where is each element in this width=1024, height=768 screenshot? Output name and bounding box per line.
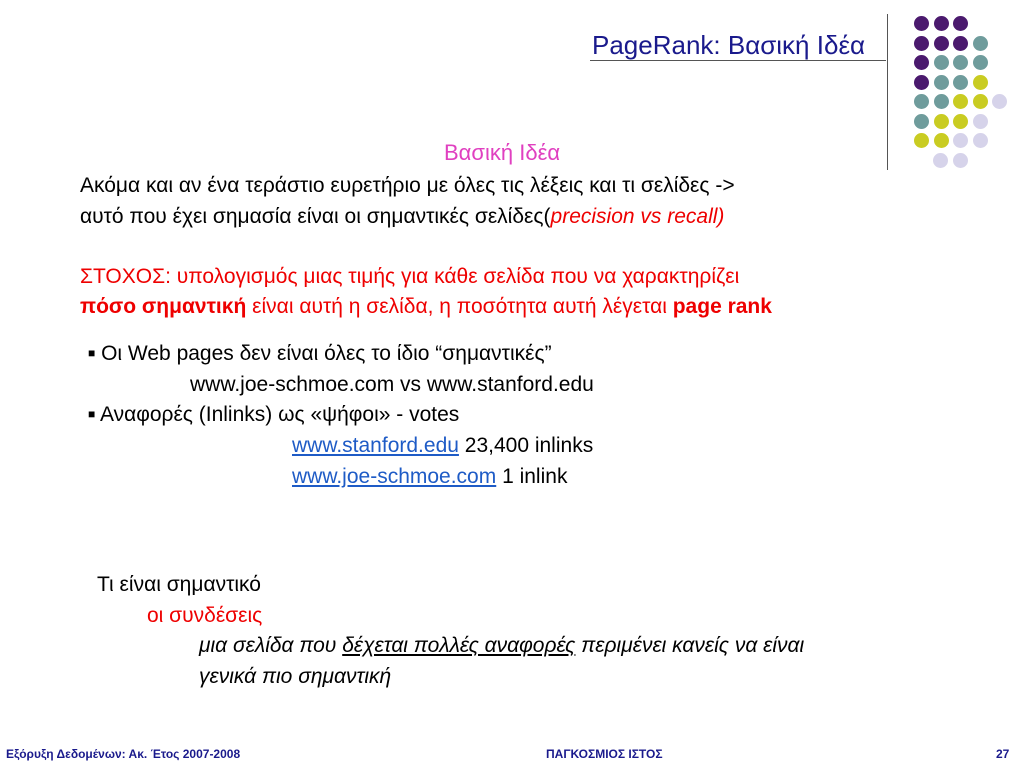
decor-dot (973, 75, 988, 90)
inlink-count: 1 inlink (496, 465, 568, 488)
bullet-square-icon: ■ (88, 407, 96, 421)
inlinks-row-2 (292, 465, 567, 489)
goal-line-2 (80, 295, 772, 319)
decor-dot (914, 94, 929, 109)
divider-line (887, 14, 888, 170)
question-line: Τι είναι σημαντικό (97, 573, 261, 596)
slide-title: PageRank: Βασική Ιδέα (592, 30, 866, 60)
decor-dot (953, 55, 968, 70)
decor-dot (953, 16, 968, 31)
goal-emphasis-2: page rank (672, 295, 772, 318)
decor-dot (992, 94, 1007, 109)
goal-emphasis-1: πόσο σημαντική (80, 295, 247, 318)
explanation-text: μια σελίδα που (199, 634, 343, 657)
decor-dot (953, 36, 968, 51)
decor-dot (973, 114, 988, 129)
footer-center: ΠΑΓΚΟΣΜΙΟΣ ΙΣΤΟΣ (546, 747, 663, 761)
decor-dot (934, 94, 949, 109)
decor-dot (953, 75, 968, 90)
decor-dot (914, 36, 929, 51)
stanford-link[interactable]: www.stanford.edu (292, 434, 459, 457)
decor-dot (953, 114, 968, 129)
bullet-text: Αναφορές (Inlinks) ως «ψήφοι» - votes (99, 403, 460, 426)
decor-dot (973, 55, 988, 70)
joe-schmoe-link[interactable]: www.joe-schmoe.com (292, 465, 497, 488)
bullet-item-1 (88, 342, 552, 366)
goal-text: είναι αυτή η σελίδα, η ποσότητα αυτή λέγεται (246, 295, 673, 318)
bullet-square-icon: ■ (88, 346, 96, 360)
decor-dot (973, 36, 988, 51)
explanation-line-1 (199, 634, 804, 658)
section-heading: Βασική Ιδέα (444, 140, 561, 165)
inlinks-row-1 (292, 434, 593, 458)
decor-dot (914, 114, 929, 129)
precision-recall-text: precision vs recall) (550, 205, 725, 228)
decor-dot (953, 133, 968, 148)
decor-dot (973, 94, 988, 109)
decor-dot (914, 75, 929, 90)
links-line: οι συνδέσεις (147, 604, 263, 627)
decor-dot (934, 16, 949, 31)
decor-dot (934, 114, 949, 129)
bullet-item-2 (88, 403, 459, 427)
decor-dot (934, 55, 949, 70)
paragraph-line-2 (80, 205, 724, 229)
title-underline (590, 60, 886, 61)
decor-dot (914, 55, 929, 70)
explanation-text: περιμένει κανείς να είναι (575, 634, 805, 657)
bullet-1-subline: www.joe-schmoe.com vs www.stanford.edu (190, 373, 594, 396)
explanation-line-2: γενικά πιο σημαντική (199, 665, 392, 688)
page-number: 27 (996, 747, 1010, 761)
paragraph-text: αυτό που έχει σημασία είναι οι σημαντικές σελίδες( (80, 205, 551, 228)
decor-dot (973, 133, 988, 148)
decor-dot (953, 153, 968, 168)
decor-dot (933, 153, 948, 168)
footer-left: Εξόρυξη Δεδομένων: Ακ. Έτος 2007-2008 (6, 747, 241, 761)
decor-dot (914, 133, 929, 148)
decor-dot (934, 133, 949, 148)
bullet-text: Οι Web pages δεν είναι όλες το ίδιο “σημαντικές” (101, 342, 552, 365)
inlink-count: 23,400 inlinks (458, 434, 594, 457)
decor-dot (914, 16, 929, 31)
explanation-underlined: δέχεται πολλές αναφορές (342, 634, 576, 657)
paragraph-line-1: Ακόμα και αν ένα τεράστιο ευρετήριο με όλες τις λέξεις και τι σελίδες -> (80, 174, 735, 197)
decor-dot (934, 75, 949, 90)
goal-line-1: ΣΤΟΧΟΣ: υπολογισμός μιας τιμής για κάθε σελίδα που να χαρακτηρίζει (80, 265, 740, 288)
decor-dot (953, 94, 968, 109)
decor-dot (934, 36, 949, 51)
